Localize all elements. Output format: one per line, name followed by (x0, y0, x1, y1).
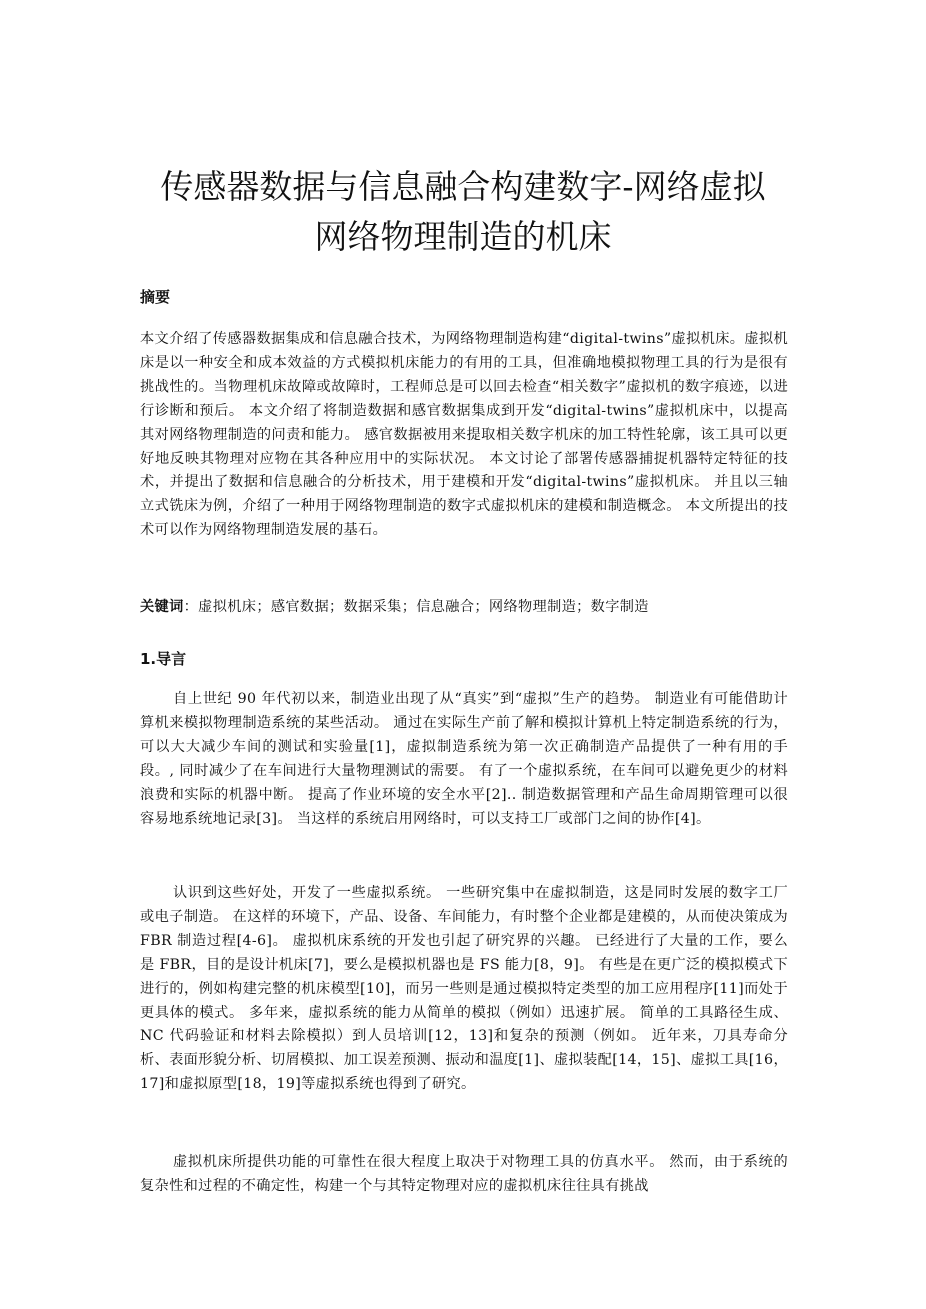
keywords-line (140, 596, 649, 616)
keywords-text: ：虚拟机床；感官数据；数据采集；信息融合；网络物理制造；数字制造 (183, 599, 649, 615)
intro-paragraph-2: 认识到这些好处，开发了一些虚拟系统。 一些研究集中在虚拟制造，这是同时发展的数字工厂或电子制造。 在这样的环境下，产品、设备、车间能力，有时整个企业都是建模的，从而使决策成为 FBR 制造过程[4-6]。 虚拟机床系统的开发也引起了研究界的兴趣。 已经进行了大量的工作，要么是 FBR，目的是设计机床[7]，要么是模拟机器也是 FS 能力[8，9]。 有些是在更广泛的模拟模式下进行的，例如构建完整的机床模型[10]，而另一些则是通过模拟特定类型的加工应用程序[11]而处于更具体的模式。 多年来，虚拟系统的能力从简单的模拟（例如）迅速扩展。 简单的工具路径生成、NC 代码验证和材料去除模拟）到人员培训[12，13]和复杂的预测（例如。 近年来，刀具寿命分析、表面形貌分析、切屑模拟、加工误差预测、振动和温度[1]、虚拟装配[14，15]、虚拟工具[16，17]和虚拟原型[18，19]等虚拟系统也得到了研究。 (140, 885, 788, 1093)
abstract-heading: 摘要 (140, 288, 171, 306)
introduction-heading: 1.导言 (140, 650, 187, 668)
intro-paragraph-1: 自上世纪 90 年代初以来，制造业出现了从“真实”到“虚拟”生产的趋势。 制造业有可能借助计算机来模拟物理制造系统的某些活动。 通过在实际生产前了解和模拟计算机上特定制造系统的行为，可以大大减少车间的测试和实验量[1]，虚拟制造系统为第一次正确制造产品提供了一种有用的手段。, 同时减少了在车间进行大量物理测试的需要。 有了一个虚拟系统，在车间可以避免更少的材料浪费和实际的机器中断。 提高了作业环境的安全水平[2].. 制造数据管理和产品生命周期管理可以很容易地系统地记录[3]。 当这样的系统启用网络时，可以支持工厂或部门之间的协作[4]。 (140, 691, 788, 827)
abstract-paragraph: 本文介绍了传感器数据集成和信息融合技术，为网络物理制造构建“digital-twins”虚拟机床。虚拟机床是以一种安全和成本效益的方式模拟机床能力的有用的工具，但准确地模拟物理工具的行为是很有挑战性的。当物理机床故障或故障时，工程师总是可以回去检查“相关数字”虚拟机的数字痕迹，以进行诊断和预后。 本文介绍了将制造数据和感官数据集成到开发“digital-twins”虚拟机床中，以提高其对网络物理制造的问责和能力。 感官数据被用来提取相关数字机床的加工特性轮廓，该工具可以更好地反映其物理对应物在其各种应用中的实际状况。 本文讨论了部署传感器捕捉机器特定特征的技术，并提出了数据和信息融合的分析技术，用于建模和开发“digital-twins”虚拟机床。 并且以三轴立式铣床为例，介绍了一种用于网络物理制造的数字式虚拟机床的建模和制造概念。 本文所提出的技术可以作为网络物理制造发展的基石。 (140, 331, 788, 539)
document-title-line-1: 传感器数据与信息融合构建数字-网络虚拟 (160, 167, 766, 206)
document-title-line-2: 网络物理制造的机床 (314, 217, 612, 256)
keywords-label: 关键词 (140, 599, 184, 615)
intro-paragraph-3: 虚拟机床所提供功能的可靠性在很大程度上取决于对物理工具的仿真水平。 然而，由于系统的复杂性和过程的不确定性，构建一个与其特定物理对应的虚拟机床往往具有挑战 (140, 1154, 788, 1194)
